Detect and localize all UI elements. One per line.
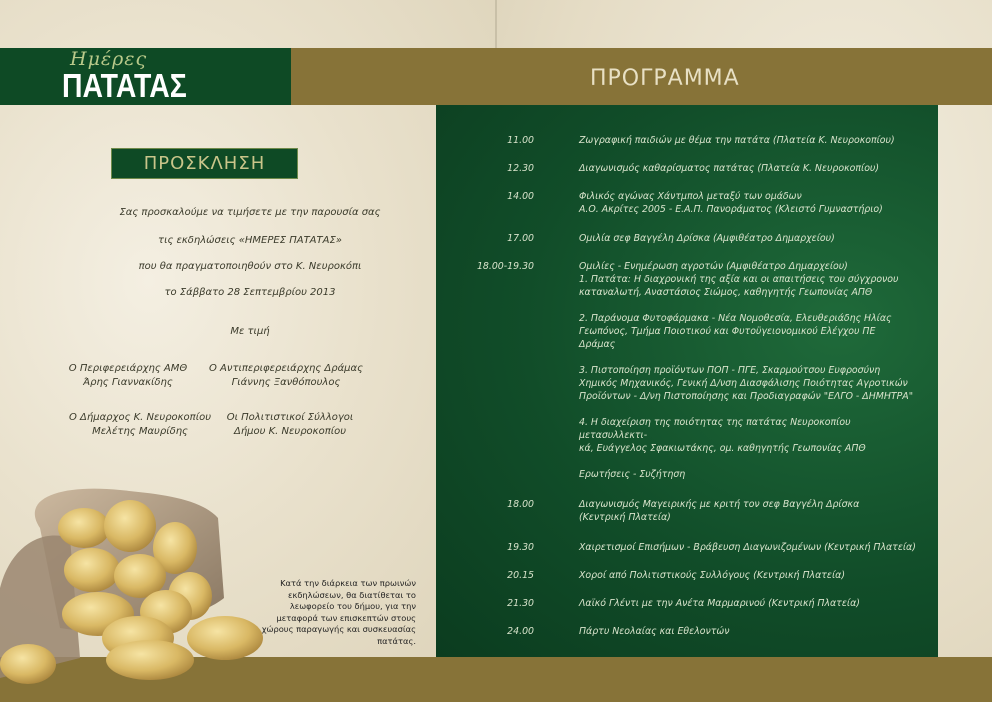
invitation-label: ΠΡΟΣΚΛΗΣΗ: [111, 148, 298, 179]
program-line: 1. Πατάτα: Η διαχρονική της αξία και οι απαιτήσεις του σύγχρονου: [579, 274, 899, 285]
invitation-line: που θα πραγματοποιηθούν στο Κ. Νευροκόπι: [138, 261, 362, 272]
program-line: [579, 299, 921, 312]
program-line: κά, Ευάγγελος Σφακιωτάκης, ομ. καθηγητής Γεωπονίας ΑΠΘ: [579, 443, 866, 454]
program-description: [579, 625, 921, 638]
potato-sack-illustration: [0, 488, 270, 702]
program-line: Ερωτήσεις - Συζήτηση: [579, 469, 686, 480]
header-band-right: [496, 48, 992, 105]
program-time: 20.15: [507, 570, 534, 581]
bus-note: Κατά την διάρκεια των πρωινών εκδηλώσεων, θα διατίθεται το λεωφορείο του δήμου, για την μεταφορά των επισκεπτών στους χώρους παραγωγής και συσκευασίας πατάτας.: [261, 578, 416, 646]
program-description: [579, 569, 921, 582]
program-line: καταναλωτή, Αναστάσιος Σιώμος, καθηγητής Γεωπονίας ΑΠΘ: [579, 287, 873, 298]
signatory-1: [48, 362, 208, 390]
program-line: Προϊόντων - Δ/νη Πιστοποίησης και Προδιαγραφών "ΕΛΓΟ - ΔΗΜΗΤΡΑ": [579, 391, 914, 402]
program-time: 14.00: [507, 191, 534, 202]
signatory-role: Ο Αντιπεριφερειάρχης Δράμας: [208, 363, 364, 374]
program-line: [579, 403, 921, 416]
signatory-role: Ο Περιφερειάρχης ΑΜΘ: [68, 363, 188, 374]
signatory-3: [60, 411, 220, 439]
program-time: 19.30: [507, 542, 534, 553]
program-line: [579, 351, 921, 364]
program-line: Ζωγραφική παιδιών με θέμα την πατάτα (Πλατεία Κ. Νευροκοπίου): [579, 135, 895, 146]
program-line: Α.Ο. Ακρίτες 2005 - Ε.Α.Π. Πανοράματος (Κλειστό Γυμναστήριο): [579, 204, 883, 215]
program-time: 21.30: [507, 598, 534, 609]
invitation-line: το Σάββατο 28 Σεπτεμβρίου 2013: [164, 287, 336, 298]
program-time: 18.00: [507, 499, 534, 510]
program-description: [579, 232, 921, 245]
signatory-name: Δήμου Κ. Νευροκοπίου: [234, 426, 346, 437]
program-line: Διαγωνισμός καθαρίσματος πατάτας (Πλατεία Κ. Νευροκοπίου): [579, 163, 880, 174]
program-line: Ομιλία σεφ Βαγγέλη Δρίσκα (Αμφιθέατρο Δημαρχείου): [579, 233, 835, 244]
program-time: 18.00-19.30: [476, 261, 534, 272]
signatory-2: [196, 362, 376, 390]
program-description: [579, 162, 921, 175]
invitation-line: Σας προσκαλούμε να τιμήσετε με την παρουσία σας: [119, 207, 381, 218]
header-band-left: [290, 48, 496, 105]
program-line: Φιλικός αγώνας Χάντμπολ μεταξύ των ομάδων: [579, 191, 802, 202]
program-title: ΠΡΟΓΡΑΜΜΑ: [590, 66, 740, 91]
signatory-role: Οι Πολιτιστικοί Σύλλογοι: [226, 412, 354, 423]
signatory-name: Άρης Γιαννακίδης: [83, 377, 173, 388]
program-time: 17.00: [507, 233, 534, 244]
program-line: Γεωπόνος, Τμήμα Ποιοτικού και Φυτοϋγειονομικού Ελέγχου ΠΕ: [579, 326, 876, 337]
program-line: [579, 455, 921, 468]
signatory-4: [210, 411, 370, 439]
program-description: [579, 190, 921, 216]
program-line: (Κεντρική Πλατεία): [579, 512, 671, 523]
program-description: [579, 134, 921, 147]
signatory-name: Μελέτης Μαυρίδης: [92, 426, 188, 437]
program-line: Πάρτυ Νεολαίας και Εθελοντών: [579, 626, 730, 637]
program-time: 11.00: [507, 135, 534, 146]
signatory-name: Γιάννης Ξανθόπουλος: [231, 377, 341, 388]
program-line: Λαϊκό Γλέντι με την Ανέτα Μαρμαρινού (Κεντρική Πλατεία): [579, 598, 860, 609]
invitation-line: τις εκδηλώσεις «ΗΜΕΡΕΣ ΠΑΤΑΤΑΣ»: [158, 235, 342, 246]
program-line: Διαγωνισμός Μαγειρικής με κριτή τον σεφ Βαγγέλη Δρίσκα: [579, 499, 860, 510]
program-line: 2. Παράνομα Φυτοφάρμακα - Νέα Νομοθεσία, Ελευθεριάδης Ηλίας: [579, 313, 892, 324]
program-description: [579, 597, 921, 610]
program-description: [579, 498, 921, 524]
program-description: [579, 541, 921, 554]
program-time: 24.00: [507, 626, 534, 637]
program-line: Χημικός Μηχανικός, Γενική Δ/νση Διασφάλισης Ποιότητας Αγροτικών: [579, 378, 908, 389]
program-line: Δράμας: [579, 339, 616, 350]
title-script: Ημέρες: [70, 48, 148, 70]
program-line: Χαιρετισμοί Επισήμων - Βράβευση Διαγωνιζομένων (Κεντρική Πλατεία): [579, 542, 916, 553]
program-line: 3. Πιστοποίηση προϊόντων ΠΟΠ - ΠΓΕ, Σκαρμούτσου Ευφροσύνη: [579, 365, 881, 376]
title-main: ΠΑΤΑΤΑΣ: [62, 67, 187, 104]
program-line: 4. Η διαχείριση της ποιότητας της πατάτας Νευροκοπίου μετασυλλεκτι-: [579, 417, 851, 441]
program-line: Ομιλίες - Ενημέρωση αγροτών (Αμφιθέατρο Δημαρχείου): [579, 261, 848, 272]
regards: Με τιμή: [230, 326, 270, 337]
program-time: 12.30: [507, 163, 534, 174]
program-description: [579, 260, 921, 481]
program-line: Χοροί από Πολιτιστικούς Συλλόγους (Κεντρική Πλατεία): [579, 570, 845, 581]
signatory-role: Ο Δήμαρχος Κ. Νευροκοπίου: [69, 412, 211, 423]
